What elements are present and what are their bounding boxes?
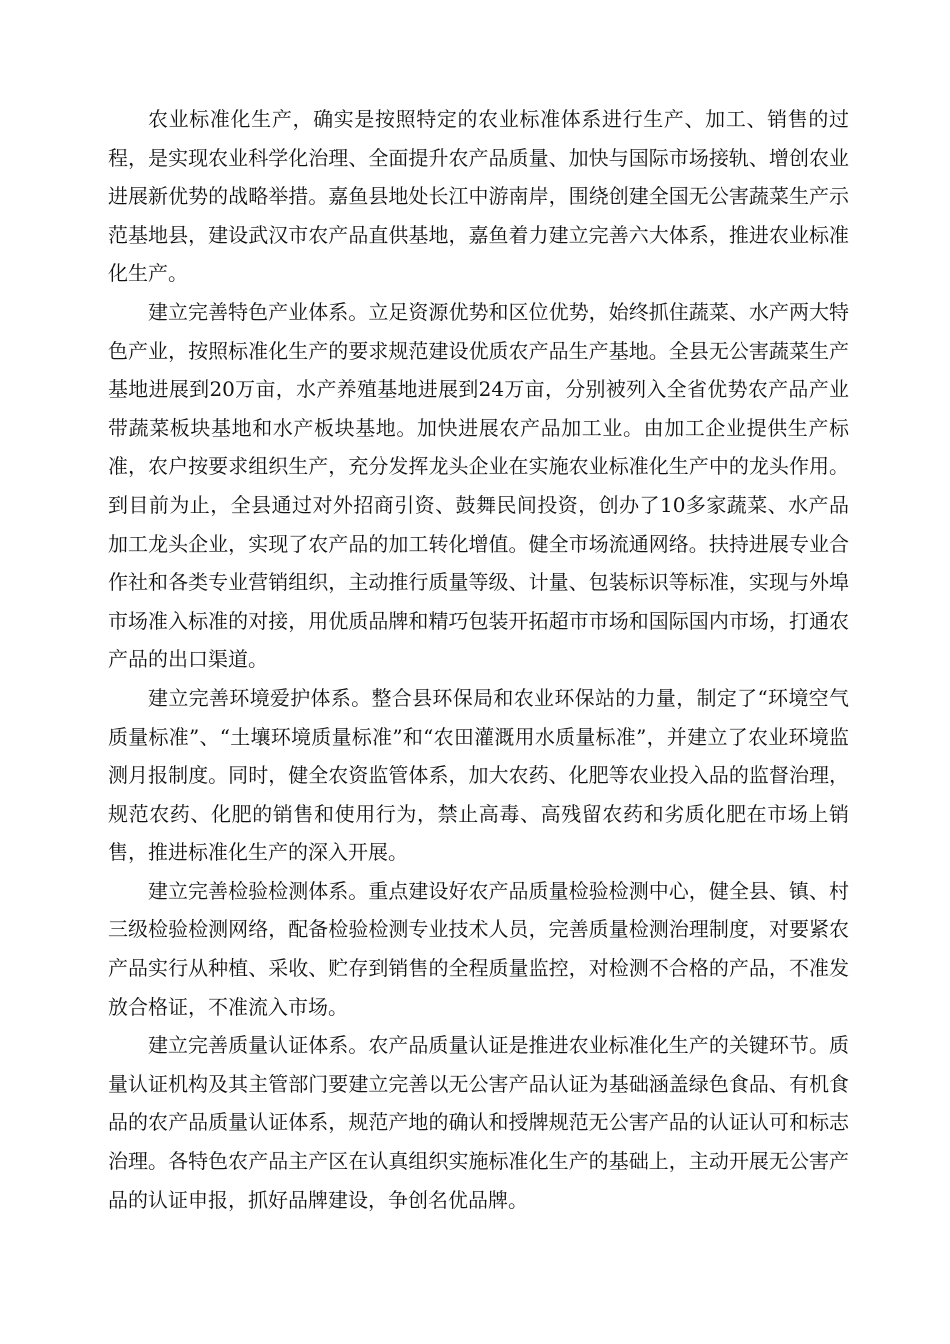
paragraph-industry-system: 建立完善特色产业体系。立足资源优势和区位优势，始终抓住蔬菜、水产两大特色产业，按照标准化生产的要求规范建设优质农产品生产基地。全县无公害蔬菜生产基地进展到20万亩，水产养殖基地进展到24万亩，分别被列入全省优势农产品产业带蔬菜板块基地和水产板块基地。加快进展农产品加工业。由加工企业提供生产标准，农户按要求组织生产，充分发挥龙头企业在实施农业标准化生产中的龙头作用。到目前为止，全县通过对外招商引资、鼓舞民间投资，创办了10多家蔬菜、水产品加工龙头企业，实现了农产品的加工转化增值。健全市场流通网络。扶持进展专业合作社和各类专业营销组织，主动推行质量等级、计量、包装标识等标准，实现与外埠市场准入标准的对接，用优质品牌和精巧包装开拓超市市场和国际国内市场，打通农产品的出口渠道。: [108, 299, 849, 672]
document-body: [108, 100, 849, 1219]
paragraph-certification-system: 建立完善质量认证体系。农产品质量认证是推进农业标准化生产的关键环节。质量认证机构及其主管部门要建立完善以无公害产品认证为基础涵盖绿色食品、有机食品的农产品质量认证体系，规范产地的确认和授牌规范无公害产品的认证认可和标志治理。各特色农产品主产区在认真组织实施标准化生产的基础上，主动开展无公害产品的认证申报，抓好品牌建设，争创名优品牌。: [108, 1033, 849, 1212]
paragraph-intro: 农业标准化生产，确实是按照特定的农业标准体系进行生产、加工、销售的过程，是实现农业科学化治理、全面提升农产品质量、加快与国际市场接轨、增创农业进展新优势的战略举措。嘉鱼县地处长江中游南岸，围绕创建全国无公害蔬菜生产示范基地县，建设武汉市农产品直供基地，嘉鱼着力建立完善六大体系，推进农业标准化生产。: [108, 107, 849, 286]
paragraph-inspection-system: 建立完善检验检测体系。重点建设好农产品质量检验检测中心，健全县、镇、村三级检验检测网络，配备检验检测专业技术人员，完善质量检测治理制度，对要紧农产品实行从种植、采收、贮存到销售的全程质量监控，对检测不合格的产品，不准发放合格证，不准流入市场。: [108, 878, 849, 1019]
paragraph-environment-system: 建立完善环境爱护体系。整合县环保局和农业环保站的力量，制定了“环境空气质量标准”、“土壤环境质量标准”和“农田灌溉用水质量标准”，并建立了农业环境监测月报制度。同时，健全农资监管体系，加大农药、化肥等农业投入品的监督治理，规范农药、化肥的销售和使用行为，禁止高毒、高残留农药和劣质化肥在市场上销售，推进标准化生产的深入开展。: [108, 685, 849, 865]
